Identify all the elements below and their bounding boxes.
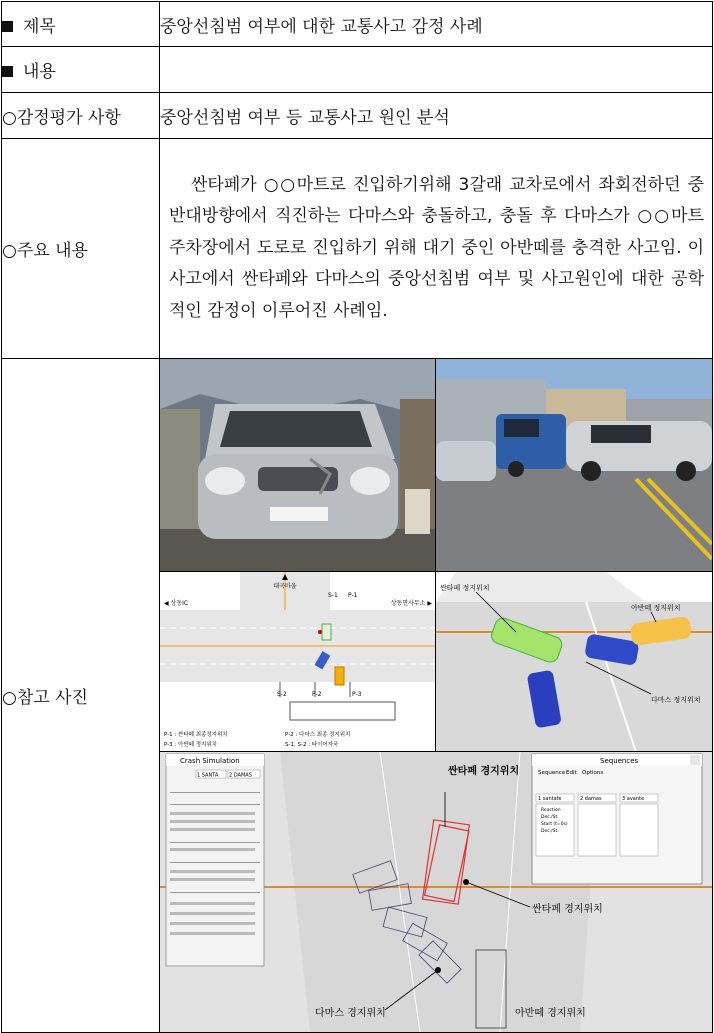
seq-item-start: Start (t=0s) (541, 822, 568, 827)
sim-label-santafe: 싼타페 경지위치 (448, 766, 520, 777)
sim-window-title: Crash Simulation (180, 757, 240, 765)
item-label: ○감정평가 사항 (2, 93, 160, 139)
seq-menu-edit[interactable]: Edit (566, 770, 577, 776)
diagram-p3: P-3 (352, 691, 362, 698)
main-label: ○주요 내용 (2, 139, 160, 359)
seq-window-title: Sequences (600, 757, 639, 765)
seq-col-santafe: 1 santafe (538, 796, 562, 802)
diagram-legend-3: P-3 : 아반떼 정지위치 (164, 742, 217, 748)
diagram-legend-4: S-1, S-2 : 타이어자국 (285, 742, 339, 748)
diagram-s1: S-1 (328, 592, 338, 599)
sim-label-damas: 다마스 경지위치 (315, 1008, 386, 1019)
seq-col-avante: 3 avante (622, 796, 645, 802)
main-text-cell (160, 139, 713, 359)
title-value: 중앙선침범 여부에 대한 교통사고 감정 사례 (160, 2, 713, 47)
diagram-legend-1: P-1 : 싼타페 최종정지위치 (164, 732, 228, 738)
title-label-cell (2, 2, 160, 47)
sim-vehicle-2: 2 DAMAS (229, 772, 252, 779)
simulation-screenshot (160, 752, 712, 1032)
main-text: 싼타페가 ○○마트로 진입하기위해 3갈래 교차로에서 좌회전하던 중 반대방향에서 직진하는 다마스와 충돌하고, 충돌 후 다마스가 ○○마트 주차장에서 도로로 진입하기 위해 대기 중인 아반떼를 충격한 사고임. 이 사고에서 싼타페와 다마스의 중앙선침범 여부 및 사고원인에 대한 공학적인 감정이 이루어진 사례임. (169, 174, 704, 321)
black-square-icon (2, 66, 13, 77)
diagram-left-label: ◀ 상동IC (164, 600, 189, 607)
black-square-icon (2, 21, 13, 32)
diagram-p1: P-1 (348, 592, 358, 599)
seq-menu-options[interactable]: Options (582, 770, 604, 776)
photo-accident-scene (436, 359, 712, 572)
render-label-avante: 아반떼 정지위치 (631, 604, 681, 612)
diagram-s2: S-2 (277, 691, 287, 698)
seq-item-dec: Dec./St. (541, 815, 559, 820)
photo-label: ○참고 사진 (2, 359, 160, 1033)
photo-santafe-front (160, 359, 436, 572)
render-3d-positions (436, 572, 712, 752)
diagram-p2: P-2 (312, 691, 322, 698)
item-value: 중앙선침범 여부 등 교통사고 원인 분석 (160, 93, 713, 139)
sim-vehicle-1: 1 SANTA (197, 772, 219, 779)
diagram-intersection (160, 572, 436, 752)
diagram-top-label: 대곡마을 (273, 583, 297, 590)
diagram-legend-2: P-2 : 다마스 최종 정지위치 (285, 732, 351, 738)
document-table (1, 1, 713, 1033)
sim-label-avante: 아반떼 경지위치 (515, 1008, 586, 1019)
diagram-right-label: 상동면사무소 ▶ (390, 600, 432, 607)
photo-grid (160, 359, 712, 1032)
photo-cell (160, 359, 713, 1033)
content-label: 내용 (23, 62, 56, 82)
title-label: 제목 (23, 16, 56, 37)
render-label-damas: 다마스 정지위치 (651, 696, 701, 704)
seq-col-damas: 2 damas (580, 796, 602, 802)
render-label-santafe: 싼타페 정지위치 (440, 584, 490, 592)
seq-item-reaction: Reaction (541, 808, 561, 813)
content-label-cell (2, 47, 160, 93)
seq-item-dec-2: Dec./St. (541, 829, 559, 834)
sim-label-santafe-2: 싼타페 경지위치 (532, 904, 603, 915)
content-value (160, 47, 713, 93)
seq-menu-sequence[interactable]: Sequence (538, 770, 566, 776)
